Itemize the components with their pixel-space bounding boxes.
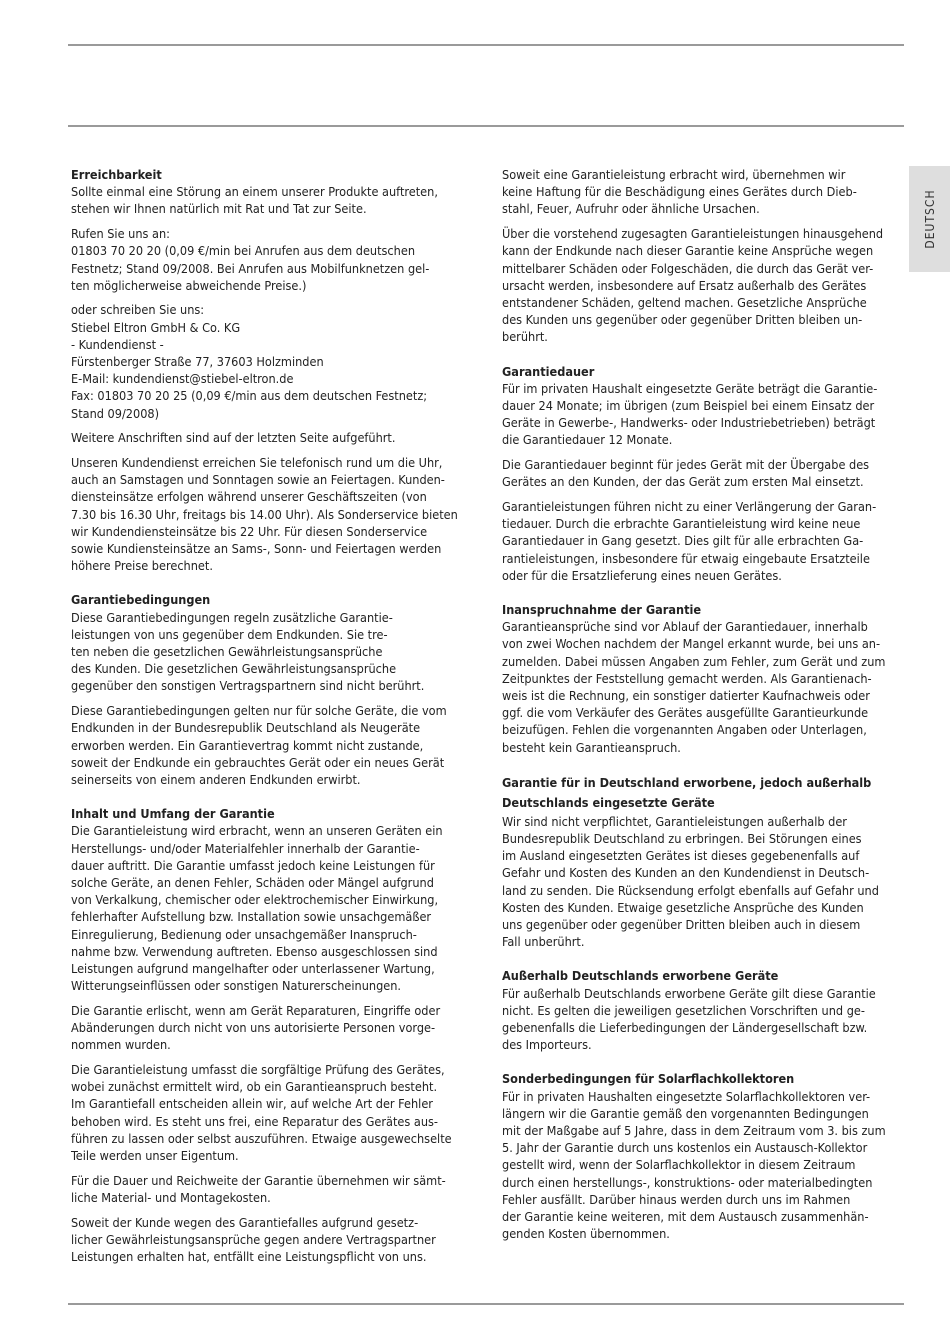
paragraph: Für in privaten Haushalten eingesetzte Solarflachkollektoren ver- längern wir die Garantie gemäß den vorgenannten Bedingungen mit der Maßgabe auf 5 Jahre, dass in dem Zeitraum vom 3. bis zum 5. Jahr der Garantie durch uns kostenlos ein Austausch-Kollektor gestellt wird, wenn der Solarflachkollektor in diesem Zeitraum durch einen herstellungs-, konstruktions- oder materialbedingten Fehler ausfällt. Darüber hinaus werden durch uns im Rahmen der Garantie keine weiteren, mit dem Austausch zusammenhän- genden Kosten übernommen. (502, 1088, 886, 1242)
heading-erreichbarkeit: Erreichbarkeit (71, 167, 162, 182)
section-deutschland (502, 773, 908, 951)
paragraph: Weitere Anschriften sind auf der letzten Seite aufgeführt. (71, 430, 396, 446)
paragraph-phone: Rufen Sie uns an: 01803 70 20 20 (0,09 €/min bei Anrufen aus dem deutschen Festnetz; Stand 09/2008. Bei Anrufen aus Mobilfunknetzen gel- ten möglicherweise abweichende Preise.) (71, 226, 430, 293)
section-erreichbarkeit (71, 166, 477, 574)
left-column (71, 166, 477, 1282)
paragraph: Soweit eine Garantieleistung erbracht wird, übernehmen wir keine Haftung für die Beschädigung eines Gerätes durch Dieb- stahl, Feuer, Aufruhr oder ähnliche Ursachen. (502, 167, 857, 217)
top-rule (68, 44, 904, 46)
section-inhalt (71, 805, 477, 1265)
paragraph: Wir sind nicht verpflichtet, Garantieleistungen außerhalb der Bundesrepublik Deutschland zu erbringen. Bei Störungen eines im Ausland eingesetzten Gerätes ist dieses gegebenenfalls auf Gefahr und Kosten des Kunden an den Kundendienst in Deutsch- land zu senden. Die Rücksendung erfolgt ebenfalls auf Gefahr und Kosten des Kunden. Etwaige gesetzliche Ansprüche des Kunden uns gegenüber oder gegenüber Dritten bleiben auch in diesem Fall unberührt. (502, 813, 879, 950)
paragraph: Die Garantieleistung umfasst die sorgfältige Prüfung des Gerätes, wobei zunächst ermittelt wird, ob ein Garantieanspruch besteht. Im Garantiefall entscheiden allein wir, auf welche Art der Fehler behoben wird. Es steht uns frei, eine Reparatur des Gerätes aus- führen zu lassen oder selbst auszuführen. Etwaige ausgewechselte Teile werden unser Eigentum. (71, 1062, 452, 1164)
heading-sonderbedingungen: Sonderbedingungen für Solarflachkollektoren (502, 1071, 795, 1087)
paragraph: Für im privaten Haushalt eingesetzte Geräte beträgt die Garantie- dauer 24 Monate; im übrigen (zum Beispiel bei einem Einsatz der Geräte in Gewerbe-, Handwerks- oder Industriebetrieben) beträgt die Garantiedauer 12 Monate. (502, 380, 878, 448)
paragraph: Unseren Kundendienst erreichen Sie telefonisch rund um die Uhr, auch an Samstagen und Sonntagen sowie an Feiertagen. Kunden- diensteinsätze erfolgen während unserer Geschäftszeiten (von 7.30 bis 16.30 Uhr, freitags bis 14.00 Uhr). Als Sonderservice bieten wir Kundendiensteinsätze bis 22 Uhr. Für diesen Sonderservice sowie Kundiensteinsätze an Sams-, Sonn- und Feiertagen werden höhere Preise berechnet. (71, 455, 458, 574)
paragraph: Garantieansprüche sind vor Ablauf der Garantiedauer, innerhalb von zwei Wochen nachdem der Mangel erkannt wurde, bei uns an- zumelden. Dabei müssen Angaben zum Fehler, zum Gerät und zum Zeitpunktes der Feststellung gemacht werden. Als Garantienach- weis ist die Rechnung, ein sonstiger datierter Kaufnachweis oder ggf. die vom Verkäufer des Gerätes ausgefüllte Garantieurkunde beizufügen. Fehlen die vorgenannten Angaben oder Unterlagen, besteht kein Garantieanspruch. (502, 619, 886, 755)
header-rule (68, 125, 904, 127)
heading-deutschland: Garantie für in Deutschland erworbene, jedoch außerhalb Deutschlands eingesetzte Geräte (502, 774, 872, 810)
paragraph: Für die Dauer und Reichweite der Garantie übernehmen wir sämt- liche Material- und Montagekosten. (71, 1172, 446, 1205)
section-garantiebedingungen (71, 591, 477, 788)
heading-ausserhalb: Außerhalb Deutschlands erworbene Geräte (502, 968, 779, 984)
heading-garantiedauer: Garantiedauer (502, 363, 595, 379)
section-inanspruchnahme (502, 601, 908, 756)
heading-garantiebedingungen: Garantiebedingungen (71, 592, 211, 608)
paragraph: Diese Garantiebedingungen regeln zusätzliche Garantie- leistungen von uns gegenüber dem Endkunden. Sie tre- ten neben die gesetzlichen Gewährleistungsansprüche des Kunden. Die gesetzlichen Gewährleistungsansprüche gegenüber den sonstigen Vertragspartnern sind nicht berührt. (71, 609, 425, 694)
section-ausserhalb (502, 967, 908, 1053)
paragraph: Die Garantie erlischt, wenn am Gerät Reparaturen, Eingriffe oder Abänderungen durch nicht von uns autorisierte Personen vorge- nommen wurden. (71, 1002, 441, 1053)
paragraph: Diese Garantiebedingungen gelten nur für solche Geräte, die vom Endkunden in der Bundesrepublik Deutschland als Neugeräte erworben werden. Ein Garantievertrag kommt nicht zustande, soweit der Endkunde ein gebrauchtes Gerät oder ein neues Gerät seinerseits von einem anderen Endkunden erwirbt. (71, 703, 447, 787)
section-sonderbedingungen (502, 1070, 908, 1242)
heading-inhalt: Inhalt und Umfang der Garantie (71, 806, 275, 822)
paragraph: Für außerhalb Deutschlands erworbene Geräte gilt diese Garantie nicht. Es gelten die jeweiligen gesetzlichen Vorschriften und ge- gebenenfalls die Lieferbedingungen der Ländergesellschaft bzw. des Importeurs. (502, 985, 876, 1053)
paragraph: Soweit der Kunde wegen des Garantiefalles aufgrund gesetz- licher Gewährleistungsansprüche gegen andere Vertragspartner Leistungen erhalten hat, entfällt eine Leistungspflicht von uns. (71, 1214, 436, 1265)
paragraph: Garantieleistungen führen nicht zu einer Verlängerung der Garan- tiedauer. Durch die erbrachte Garantieleistung wird keine neue Garantiedauer in Gang gesetzt. Dies gilt für alle erbrachten Ga- rantieleistungen, insbesondere für etwaig eingebaute Ersatzteile oder für die Ersatzlieferung eines neuen Gerätes. (502, 498, 877, 583)
paragraph: Die Garantieleistung wird erbracht, wenn an unseren Geräten ein Herstellungs- und/oder Materialfehler innerhalb der Garantie- dauer auftritt. Die Garantie umfasst jedoch keine Leistungen für solche Geräte, an denen Fehler, Schäden oder Mängel aufgrund von Verkalkung, chemischer oder elektrochemischer Einwirkung, fehlerhafter Aufstellung bzw. Installation sowie unsachgemäßer Einregulierung, Bedienung oder unsachgemäßer Inanspruch- nahme bzw. Verwendung auftreten. Ebenso ausgeschlossen sind Leistungen aufgrund mangelhafter oder unterlassener Wartung, Witterungseinflüssen oder sonstigen Naturerscheinungen. (71, 823, 443, 994)
language-tab (909, 166, 950, 272)
paragraph: Die Garantiedauer beginnt für jedes Gerät mit der Übergabe des Gerätes an den Kunden, der das Gerät zum ersten Mal einsetzt. (502, 457, 870, 490)
paragraph: Sollte einmal eine Störung an einem unserer Produkte auftreten, stehen wir Ihnen natürlich mit Rat und Tat zur Seite. (71, 184, 438, 217)
right-column (502, 166, 908, 1259)
paragraph-address: oder schreiben Sie uns: Stiebel Eltron GmbH & Co. KG - Kundendienst - Fürstenberger Straße 77, 37603 Holzminden E-Mail: kundendienst@stiebel-eltron.de Fax: 01803 70 20 25 (0,09 €/min aus dem deutschen Festnetz; Stand 09/2008) (71, 302, 428, 421)
section-intro (502, 166, 908, 346)
footer-rule (68, 1303, 904, 1305)
heading-inanspruchnahme: Inanspruchnahme der Garantie (502, 601, 702, 617)
paragraph: Über die vorstehend zugesagten Garantieleistungen hinausgehend kann der Endkunde nach dieser Garantie keine Ansprüche wegen mittelbarer Schäden oder Folgeschäden, die durch das Gerät ver- ursacht werden, insbesondere auf Ersatz außerhalb des Gerätes entstandener Schäden, geltend machen. Gesetzliche Ansprüche des Kunden uns gegenüber oder gegenüber Dritten bleiben un- berührt. (502, 226, 884, 345)
language-tab-label: DEUTSCH (922, 189, 937, 249)
section-garantiedauer (502, 363, 908, 584)
